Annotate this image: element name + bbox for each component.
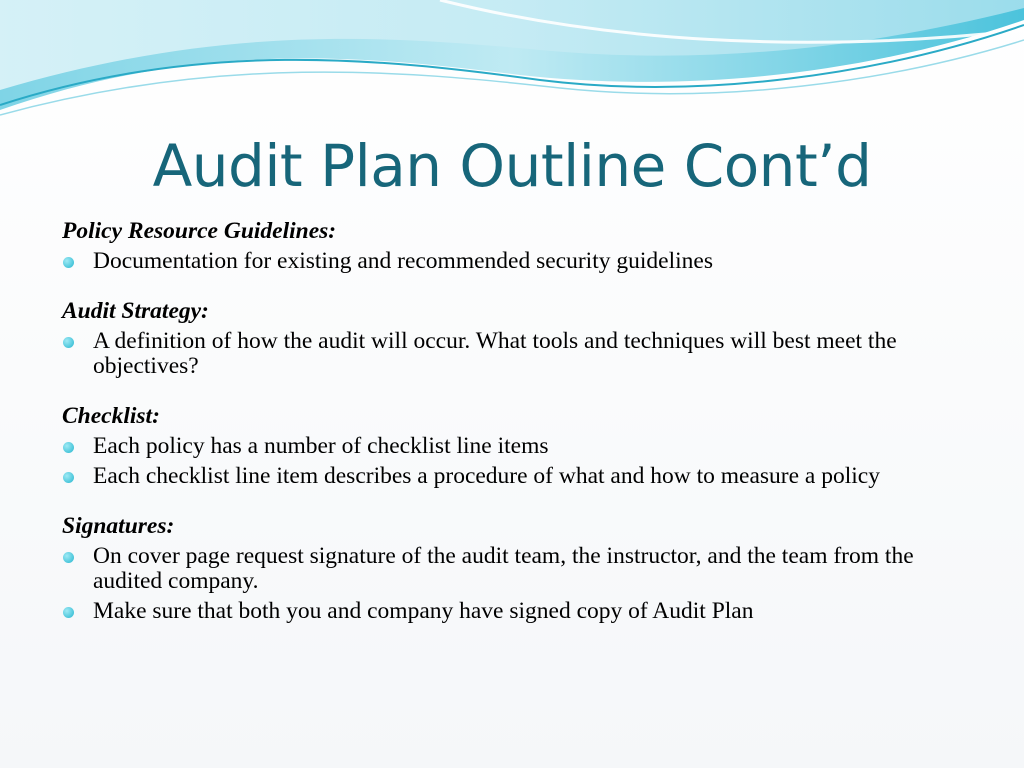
bullet-text: On cover page request signature of the audit team, the instructor, and the team from the audited company. xyxy=(93,543,914,594)
bullet-item xyxy=(62,329,982,379)
slide-body xyxy=(62,216,982,646)
section-checklist xyxy=(62,401,982,489)
bullet-icon xyxy=(63,337,74,348)
bullet-list xyxy=(62,249,982,274)
bullet-icon xyxy=(63,442,74,453)
slide-title: Audit Plan Outline Cont’d xyxy=(152,132,872,200)
bullet-icon xyxy=(63,472,74,483)
bullet-text: Documentation for existing and recommended security guidelines xyxy=(93,248,713,274)
bullet-text: Each policy has a number of checklist line items xyxy=(93,433,549,459)
bullet-item xyxy=(62,544,982,594)
bullet-icon xyxy=(63,607,74,618)
bullet-icon xyxy=(63,552,74,563)
header-wave-decoration xyxy=(0,0,1024,130)
bullet-text: Each checklist line item describes a procedure of what and how to measure a policy xyxy=(93,463,880,489)
bullet-list xyxy=(62,329,982,379)
section-signatures xyxy=(62,511,982,624)
section-heading: Audit Strategy: xyxy=(62,298,209,324)
section-audit-strategy xyxy=(62,296,982,379)
bullet-text: Make sure that both you and company have signed copy of Audit Plan xyxy=(93,598,754,624)
bullet-icon xyxy=(63,257,74,268)
bullet-item xyxy=(62,464,982,489)
section-heading: Checklist: xyxy=(62,403,160,429)
bullet-text: A definition of how the audit will occur. What tools and techniques will best meet the objectives? xyxy=(93,328,897,379)
bullet-list xyxy=(62,434,982,489)
section-heading: Policy Resource Guidelines: xyxy=(62,218,337,244)
section-policy-resource-guidelines xyxy=(62,216,982,274)
bullet-item xyxy=(62,249,982,274)
bullet-item xyxy=(62,599,982,624)
bullet-item xyxy=(62,434,982,459)
section-heading: Signatures: xyxy=(62,513,175,539)
bullet-list xyxy=(62,544,982,624)
